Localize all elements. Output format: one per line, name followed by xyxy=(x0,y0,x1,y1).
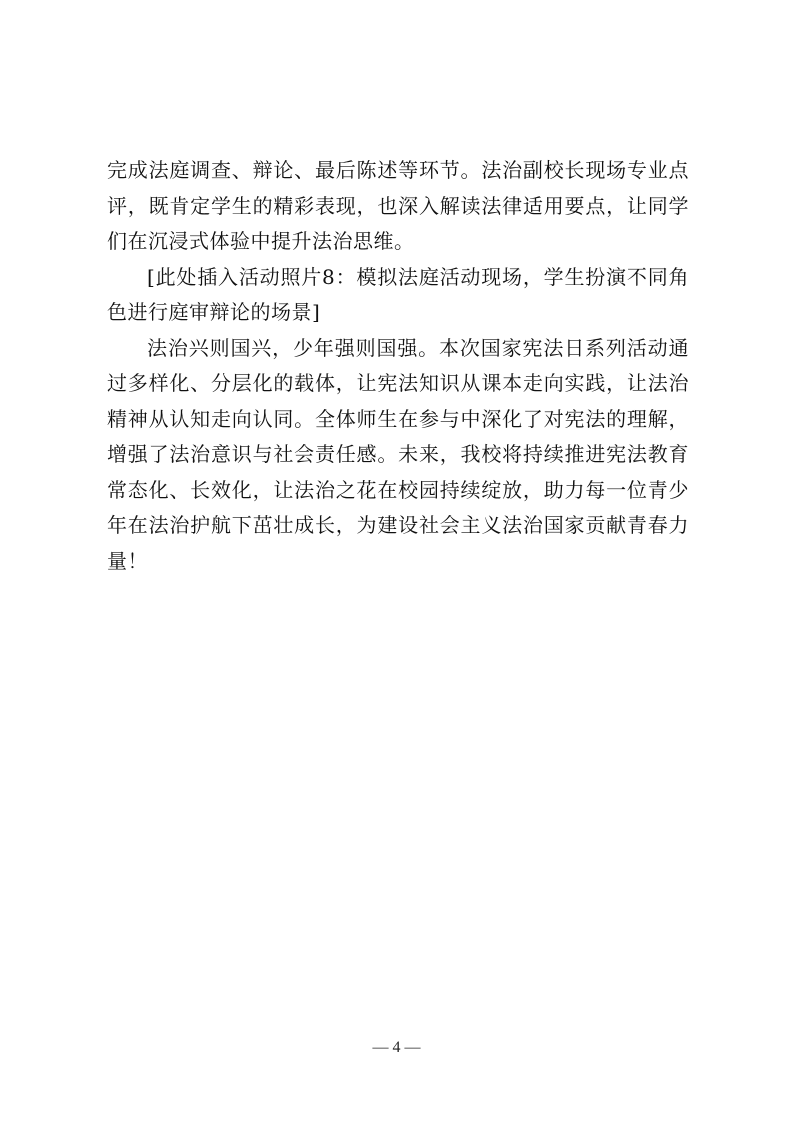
paragraph-court-review: 完成法庭调查、辩论、最后陈述等环节。法治副校长现场专业点评，既肯定学生的精彩表现，也深入解读法律适用要点，让同学们在沉浸式体验中提升法治思维。 xyxy=(107,158,689,253)
document-body xyxy=(107,153,689,579)
paragraph-conclusion: 法治兴则国兴，少年强则国强。本次国家宪法日系列活动通过多样化、分层化的载体，让宪法知识从课本走向实践，让法治精神从认知走向认同。全体师生在参与中深化了对宪法的理解，增强了法治意识与社会责任感。未来，我校将持续推进宪法教育常态化、长效化，让法治之花在校园持续绽放，助力每一位青少年在法治护航下茁壮成长，为建设社会主义法治国家贡献青春力量！ xyxy=(107,335,689,573)
paragraph-photo-placeholder: [此处插入活动照片8：模拟法庭活动现场，学生扮演不同角色进行庭审辩论的场景] xyxy=(107,264,689,324)
page-number: — 4 — xyxy=(372,1039,421,1056)
